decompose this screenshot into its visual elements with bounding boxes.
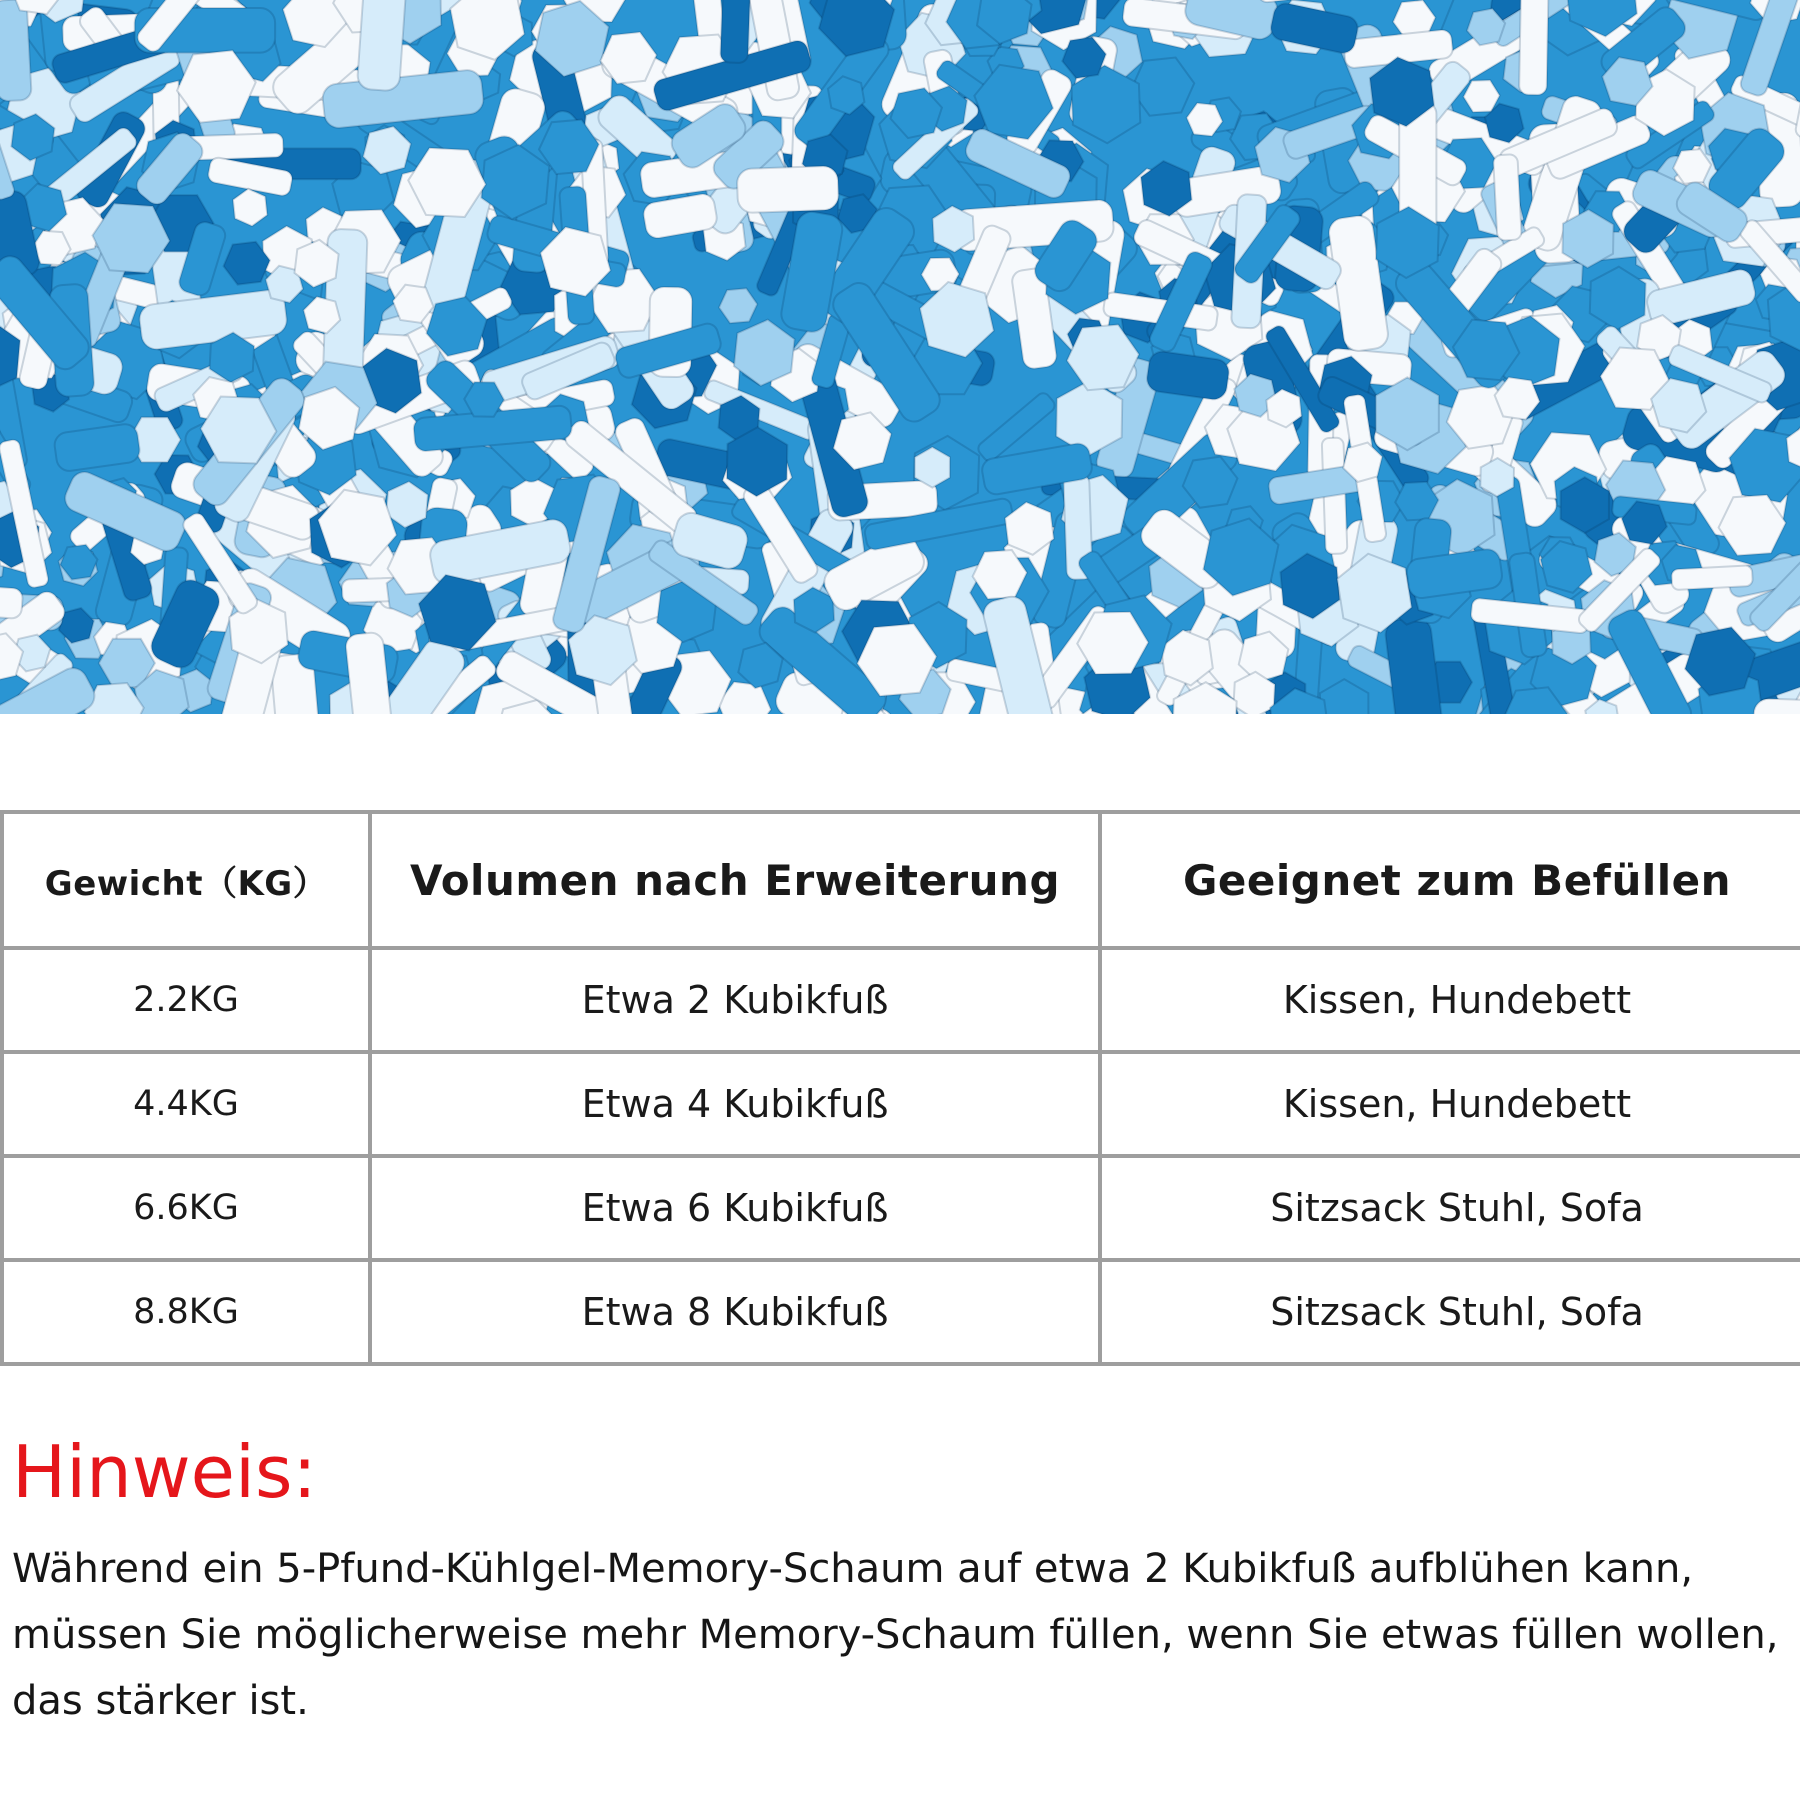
foam-piece xyxy=(737,166,839,213)
foam-piece xyxy=(1493,154,1522,241)
foam-piece xyxy=(0,0,32,102)
cell-weight: 2.2KG xyxy=(2,948,370,1052)
note-title: Hinweis: xyxy=(12,1430,317,1514)
foam-piece xyxy=(1519,0,1549,95)
table-header-row xyxy=(2,812,1800,948)
foam-photo xyxy=(0,0,1800,714)
foam-piece xyxy=(720,0,752,63)
cell-volume: Etwa 4 Kubikfuß xyxy=(370,1052,1100,1156)
table-row xyxy=(2,1052,1800,1156)
table-row xyxy=(2,948,1800,1052)
foam-pieces-image xyxy=(0,0,1800,714)
cell-volume: Etwa 8 Kubikfuß xyxy=(370,1260,1100,1364)
foam-piece xyxy=(357,0,407,91)
cell-weight: 8.8KG xyxy=(2,1260,370,1364)
note-text: Während ein 5-Pfund-Kühlgel-Memory-Schaum auf etwa 2 Kubikfuß aufblühen kann, müssen Sie möglicherweise mehr Memory-Schaum füllen, wenn Sie etwas füllen wollen, das stärker ist. xyxy=(12,1546,1779,1724)
header-use: Geeignet zum Befüllen xyxy=(1100,812,1800,948)
cell-use: Sitzsack Stuhl, Sofa xyxy=(1100,1156,1800,1260)
table-row xyxy=(2,1156,1800,1260)
foam-piece xyxy=(1753,698,1800,714)
table-row xyxy=(2,1260,1800,1364)
cell-volume: Etwa 6 Kubikfuß xyxy=(370,1156,1100,1260)
cell-volume: Etwa 2 Kubikfuß xyxy=(370,948,1100,1052)
cell-use: Kissen, Hundebett xyxy=(1100,948,1800,1052)
header-weight: Gewicht（KG） xyxy=(2,812,370,948)
cell-use: Kissen, Hundebett xyxy=(1100,1052,1800,1156)
cell-weight: 4.4KG xyxy=(2,1052,370,1156)
cell-use: Sitzsack Stuhl, Sofa xyxy=(1100,1260,1800,1364)
header-volume: Volumen nach Erweiterung xyxy=(370,812,1100,948)
foam-piece xyxy=(1671,565,1753,590)
spec-table xyxy=(0,810,1800,1366)
cell-weight: 6.6KG xyxy=(2,1156,370,1260)
